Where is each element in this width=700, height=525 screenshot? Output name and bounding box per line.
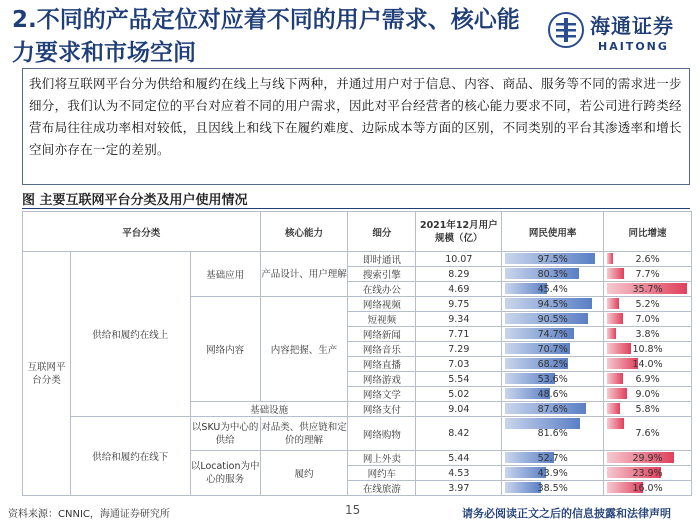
usage-value: 48.6% xyxy=(537,388,568,400)
content-capability: 内容把握、生产 xyxy=(260,297,348,402)
logo-text-en: HAITONG xyxy=(598,40,669,53)
usage-value: 53.6% xyxy=(537,373,568,385)
usage-value: 81.6% xyxy=(537,428,568,439)
usage-cell xyxy=(502,312,604,327)
figure-title: 图 主要互联网平台分类及用户使用情况 xyxy=(22,193,248,208)
growth-bar xyxy=(607,253,613,264)
row-name: 短视频 xyxy=(348,312,416,327)
usage-bar xyxy=(505,482,540,493)
header-growth: 同比增速 xyxy=(604,212,692,252)
usage-cell xyxy=(502,466,604,481)
usage-value: 87.6% xyxy=(537,403,568,415)
growth-cell xyxy=(604,402,692,417)
row-scale: 5.44 xyxy=(416,451,502,466)
page-number: 15 xyxy=(345,503,361,517)
row-name: 网络新闻 xyxy=(348,327,416,342)
logo-text-cn: 海通证券 xyxy=(590,14,674,38)
row-scale: 7.71 xyxy=(416,327,502,342)
group-label: 互联网平台分类 xyxy=(23,252,71,496)
growth-bar xyxy=(607,418,624,429)
growth-bar xyxy=(607,403,620,414)
growth-value: 9.0% xyxy=(635,388,660,400)
growth-value: 5.8% xyxy=(635,403,660,415)
growth-cell xyxy=(604,372,692,387)
growth-cell xyxy=(604,312,692,327)
growth-value: 7.7% xyxy=(635,268,660,280)
content-label: 网络内容 xyxy=(190,297,260,402)
source-note: 资料来源：CNNIC，海通证券研究所 xyxy=(8,509,170,520)
usage-value: 70.7% xyxy=(537,343,568,355)
header-usage: 网民使用率 xyxy=(502,212,604,252)
usage-cell xyxy=(502,387,604,402)
platform-table xyxy=(22,211,692,496)
growth-cell xyxy=(604,342,692,357)
usage-value: 80.3% xyxy=(537,268,568,280)
growth-value: 16.0% xyxy=(632,482,663,494)
usage-cell xyxy=(502,267,604,282)
usage-cell xyxy=(502,252,604,267)
header-scale: 2021年12月用户规模（亿） xyxy=(416,212,502,252)
row-name: 搜索引擎 xyxy=(348,267,416,282)
row-name: 网络游戏 xyxy=(348,372,416,387)
header-capability: 核心能力 xyxy=(260,212,348,252)
row-name: 即时通讯 xyxy=(348,252,416,267)
row-name: 网络支付 xyxy=(348,402,416,417)
row-scale: 7.29 xyxy=(416,342,502,357)
offline-label: 供给和履约在线下 xyxy=(70,417,190,496)
growth-value: 2.6% xyxy=(635,253,660,265)
growth-value: 6.9% xyxy=(635,373,660,385)
usage-cell xyxy=(502,402,604,417)
usage-value: 43.9% xyxy=(537,467,568,479)
row-scale: 7.03 xyxy=(416,357,502,372)
growth-value: 14.0% xyxy=(632,358,663,370)
usage-value: 74.7% xyxy=(537,328,568,340)
growth-value: 23.9% xyxy=(632,467,663,479)
usage-value: 94.5% xyxy=(537,298,568,310)
growth-cell xyxy=(604,297,692,312)
online-label: 供给和履约在线上 xyxy=(70,252,190,417)
growth-cell xyxy=(604,417,692,451)
row-scale: 5.54 xyxy=(416,372,502,387)
row-scale: 5.02 xyxy=(416,387,502,402)
usage-cell xyxy=(502,372,604,387)
growth-bar xyxy=(607,388,627,399)
basic-apps-capability: 产品设计、用户理解 xyxy=(260,252,348,297)
basic-apps-label: 基础应用 xyxy=(190,252,260,297)
row-scale: 10.07 xyxy=(416,252,502,267)
growth-value: 7.0% xyxy=(635,313,660,325)
usage-value: 52.7% xyxy=(537,452,568,464)
growth-cell xyxy=(604,451,692,466)
growth-cell xyxy=(604,267,692,282)
row-name: 网络视频 xyxy=(348,297,416,312)
usage-value: 97.5% xyxy=(537,253,568,265)
infra-label: 基础设施 xyxy=(190,402,348,417)
header-category: 平台分类 xyxy=(23,212,261,252)
row-name: 网约车 xyxy=(348,466,416,481)
usage-value: 90.5% xyxy=(537,313,568,325)
growth-cell xyxy=(604,327,692,342)
growth-cell xyxy=(604,282,692,297)
logo-emblem-icon xyxy=(548,12,584,48)
growth-cell xyxy=(604,481,692,496)
row-name: 网上外卖 xyxy=(348,451,416,466)
growth-value: 7.6% xyxy=(635,428,660,439)
usage-cell xyxy=(502,357,604,372)
row-scale: 9.34 xyxy=(416,312,502,327)
row-name: 在线旅游 xyxy=(348,481,416,496)
growth-bar xyxy=(607,298,619,309)
growth-cell xyxy=(604,387,692,402)
row-scale: 8.42 xyxy=(416,417,502,451)
growth-bar xyxy=(607,343,631,354)
header-subclass: 细分 xyxy=(348,212,416,252)
location-label: 以Location为中心的服务 xyxy=(190,451,260,496)
usage-cell xyxy=(502,342,604,357)
growth-bar xyxy=(607,313,623,324)
usage-value: 38.5% xyxy=(537,482,568,494)
growth-cell xyxy=(604,357,692,372)
sku-label: 以SKU为中心的供给 xyxy=(190,417,260,451)
page-title: 2.不同的产品定位对应着不同的用户需求、核心能力要求和市场空间 xyxy=(12,7,520,66)
row-name: 网络文学 xyxy=(348,387,416,402)
usage-value: 45.4% xyxy=(537,283,568,295)
growth-value: 10.8% xyxy=(632,343,663,355)
row-name: 在线办公 xyxy=(348,282,416,297)
row-scale: 4.69 xyxy=(416,282,502,297)
usage-cell xyxy=(502,282,604,297)
usage-cell xyxy=(502,451,604,466)
row-scale: 9.75 xyxy=(416,297,502,312)
growth-value: 3.8% xyxy=(635,328,660,340)
brand-logo xyxy=(548,10,696,60)
row-name: 网络购物 xyxy=(348,417,416,451)
usage-value: 68.2% xyxy=(537,358,568,370)
row-name: 网络直播 xyxy=(348,357,416,372)
row-scale: 8.29 xyxy=(416,267,502,282)
growth-value: 5.2% xyxy=(635,298,660,310)
growth-bar xyxy=(607,328,615,339)
figure-divider xyxy=(22,208,690,209)
growth-cell xyxy=(604,252,692,267)
usage-cell xyxy=(502,481,604,496)
summary-box: 我们将互联网平台分为供给和履约在线上与线下两种，并通过用户对于信息、内容、商品、服务等不同的需求进一步细分，我们认为不同定位的平台对应着不同的用户需求，因此对平台经营者的核心能力要求不同，若公司进行跨类经营布局往往成功率相对较低，且因线上和线下在履约难度、边际成本等方面的区别，不同类别的平台其渗透率和增长空间亦存在一定的差别。 xyxy=(22,68,690,185)
row-scale: 9.04 xyxy=(416,402,502,417)
row-scale: 3.97 xyxy=(416,481,502,496)
row-scale: 4.53 xyxy=(416,466,502,481)
growth-cell xyxy=(604,466,692,481)
usage-cell xyxy=(502,327,604,342)
growth-value: 35.7% xyxy=(632,283,663,295)
growth-bar xyxy=(607,268,624,279)
disclaimer: 请务必阅读正文之后的信息披露和法律声明 xyxy=(462,507,671,520)
usage-cell xyxy=(502,297,604,312)
location-capability: 履约 xyxy=(260,451,348,496)
usage-cell xyxy=(502,417,604,451)
row-name: 网络音乐 xyxy=(348,342,416,357)
sku-capability: 对品类、供应链和定价的理解 xyxy=(260,417,348,451)
growth-value: 29.9% xyxy=(632,452,663,464)
growth-bar xyxy=(607,373,622,384)
